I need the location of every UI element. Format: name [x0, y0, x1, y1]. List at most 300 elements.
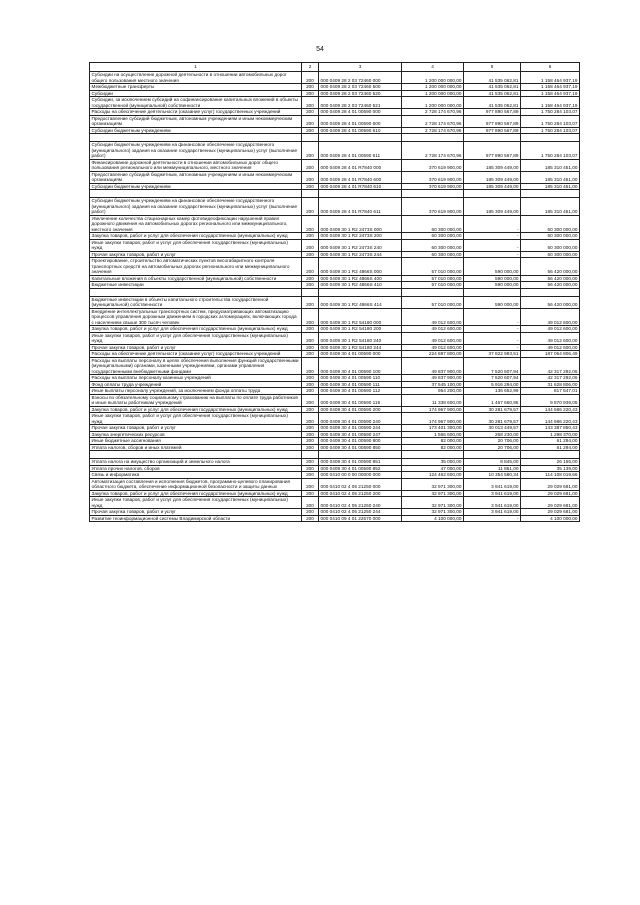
row-name: Внедрение интеллектуальных транспортных систем, предусматривающих автоматизацию процессов управления дорожным движением в городских агломерациях, включающих города с населением свыше 300 тысяч человек	[90, 308, 302, 326]
table-row	[90, 459, 580, 466]
row-assigned: 49 837 900,00	[402, 357, 464, 375]
row-remaining: 187 064 806,49	[521, 351, 580, 358]
row-assigned: 60 300 000,00	[402, 239, 464, 251]
row-code: 200	[302, 478, 319, 490]
row-remaining: 185 310 451,00	[521, 171, 580, 183]
spacer-row	[90, 288, 580, 296]
row-code: 200	[302, 381, 319, 388]
row-executed: 41 535 062,81	[464, 97, 521, 109]
row-name: Субсидии	[90, 90, 302, 97]
spacer-row	[90, 134, 580, 142]
row-assigned: 49 837 900,00	[402, 375, 464, 382]
spacer-cell	[302, 134, 319, 142]
spacer-cell	[464, 288, 521, 296]
row-assigned: 49 012 600,00	[402, 344, 464, 351]
row-remaining: 1 158 464 937,19	[521, 72, 580, 84]
row-remaining: 185 310 451,00	[521, 198, 580, 216]
row-code: 200	[302, 425, 319, 432]
row-code: 200	[302, 465, 319, 472]
row-kbk: 000 0409 30 4 01 00590 000	[319, 351, 402, 358]
table-row	[90, 198, 580, 216]
row-remaining: 42 317 292,06	[521, 375, 580, 382]
row-assigned: 35 000,00	[402, 459, 464, 466]
row-executed: -	[464, 332, 521, 344]
row-executed: -	[464, 215, 521, 233]
header-col-5: 5	[464, 63, 521, 72]
row-code: 200	[302, 344, 319, 351]
row-assigned: 1 200 000 000,00	[402, 90, 464, 97]
row-executed: 20 706,00	[464, 438, 521, 445]
row-remaining: 60 300 000,00	[521, 251, 580, 258]
row-assigned: 57 010 000,00	[402, 296, 464, 308]
row-kbk: 000 0410 02 4 05 21250 244	[319, 509, 402, 516]
row-assigned: 1 200 000 000,00	[402, 84, 464, 91]
table-row	[90, 388, 580, 395]
row-kbk: 000 0409 28 4 01 00590 600	[319, 115, 402, 127]
row-code: 200	[302, 296, 319, 308]
table-row	[90, 72, 580, 84]
row-executed: -	[464, 515, 521, 522]
row-kbk: 000 0409 28 2 03 72460 500	[319, 84, 402, 91]
spacer-cell	[319, 451, 402, 459]
row-executed: 977 890 567,89	[464, 109, 521, 116]
row-assigned: 11 338 600,00	[402, 394, 464, 406]
row-name: Автоматизация составления и исполнения бюджетов, программно-целевого планирования областного бюджета, обеспечение информационной безопасности и защиты данных	[90, 478, 302, 490]
row-name: Уплата налогов, сборов и иных платежей	[90, 444, 302, 451]
row-kbk: 000 0409 30 1 R2 54180 000	[319, 308, 402, 326]
row-executed: 41 535 062,81	[464, 90, 521, 97]
row-remaining: 26 155,00	[521, 459, 580, 466]
row-kbk: 000 0409 30 4 01 00590 111	[319, 381, 402, 388]
row-code: 200	[302, 351, 319, 358]
row-name: Бюджетные инвестиции	[90, 282, 302, 289]
row-code: 200	[302, 159, 319, 171]
row-kbk: 000 0409 30 4 01 00590 100	[319, 357, 402, 375]
row-kbk: 000 0410 02 4 05 21250 240	[319, 497, 402, 509]
spacer-cell	[521, 288, 580, 296]
row-kbk: 000 0410 09 4 01 22670 000	[319, 515, 402, 522]
row-kbk: 000 0409 30 4 01 00590 240	[319, 413, 402, 425]
row-assigned: 2 728 174 670,96	[402, 127, 464, 134]
row-kbk: 000 0409 28 4 01 00590 000	[319, 109, 402, 116]
row-name: Субсидии бюджетным учреждениям на финансовое обеспечение государственного (муниципального) задания на оказание государственных (муниципальных) услуг (выполнение работ)	[90, 198, 302, 216]
spacer-cell	[90, 134, 302, 142]
row-remaining: 56 420 000,00	[521, 275, 580, 282]
row-assigned: 124 462 600,00	[402, 472, 464, 479]
row-code: 200	[302, 215, 319, 233]
row-executed: 590 000,00	[464, 282, 521, 289]
header-col-1: 1	[90, 63, 302, 72]
row-kbk: 000 0409 30 4 01 00590 851	[319, 459, 402, 466]
table-row	[90, 215, 580, 233]
spacer-cell	[464, 451, 521, 459]
table-row	[90, 239, 580, 251]
row-executed: 10 354 580,34	[464, 472, 521, 479]
row-name: Закупка товаров, работ и услуг для обеспечения государственных (муниципальных) нужд	[90, 233, 302, 240]
row-name: Субсидии на осуществление дорожной деятельности в отношении автомобильных дорог общего пользования местного значения	[90, 72, 302, 84]
row-executed: 20 706,00	[464, 444, 521, 451]
row-assigned: 37 545 100,00	[402, 381, 464, 388]
spacer-cell	[90, 190, 302, 198]
table-row	[90, 413, 580, 425]
row-kbk: 000 0409 30 1 R2 54180 244	[319, 344, 402, 351]
row-code: 200	[302, 115, 319, 127]
row-remaining: 29 029 681,00	[521, 490, 580, 497]
row-kbk: 000 0409 30 1 R2 2473S 244	[319, 251, 402, 258]
spacer-cell	[90, 288, 302, 296]
table-row	[90, 109, 580, 116]
row-name: Иные бюджетные ассигнования	[90, 438, 302, 445]
row-executed: 8 845,00	[464, 459, 521, 466]
row-assigned: 57 010 000,00	[402, 275, 464, 282]
row-kbk: 000 0410 02 4 05 21250 200	[319, 490, 402, 497]
row-remaining: 1 750 284 103,07	[521, 142, 580, 160]
table-row	[90, 406, 580, 413]
table-row	[90, 357, 580, 375]
spacer-cell	[521, 190, 580, 198]
table-row	[90, 142, 580, 160]
row-remaining: 49 012 600,00	[521, 326, 580, 333]
spacer-cell	[302, 451, 319, 459]
row-code: 200	[302, 84, 319, 91]
row-remaining: 817 547,01	[521, 388, 580, 395]
table-row	[90, 431, 580, 438]
row-remaining: 4 100 000,00	[521, 515, 580, 522]
row-assigned: 49 012 600,00	[402, 326, 464, 333]
row-code: 200	[302, 275, 319, 282]
spacer-cell	[402, 288, 464, 296]
row-kbk: 000 0409 30 4 01 00590 852	[319, 465, 402, 472]
row-kbk: 000 0409 28 4 01 R7840 000	[319, 159, 402, 171]
row-assigned: 173 401 300,00	[402, 425, 464, 432]
table-row	[90, 425, 580, 432]
spacer-cell	[402, 451, 464, 459]
row-name: Закупка энергетических ресурсов	[90, 431, 302, 438]
table-row	[90, 171, 580, 183]
row-remaining: 60 300 000,00	[521, 239, 580, 251]
spacer-cell	[464, 134, 521, 142]
row-name: Прочая закупка товаров, работ и услуг	[90, 425, 302, 432]
row-remaining: 114 108 019,66	[521, 472, 580, 479]
row-code: 200	[302, 308, 319, 326]
row-remaining: 61 294,00	[521, 444, 580, 451]
row-assigned: 1 566 600,00	[402, 431, 464, 438]
row-assigned: 57 010 000,00	[402, 282, 464, 289]
row-kbk: 000 0409 30 4 01 00590 247	[319, 431, 402, 438]
row-name: Расходы на выплаты персоналу казенных учреждений	[90, 375, 302, 382]
row-kbk: 000 0409 28 4 01 R7840 611	[319, 198, 402, 216]
row-name: Развитие геоинформационной системы Владимирской области	[90, 515, 302, 522]
row-name: Бюджетные инвестиции в объекты капитального строительства государственной (муниципальной) собственности	[90, 296, 302, 308]
table-row	[90, 127, 580, 134]
row-executed: -	[464, 344, 521, 351]
row-remaining: 185 310 451,00	[521, 183, 580, 190]
header-col-6: 6	[521, 63, 580, 72]
row-assigned: 370 619 900,00	[402, 171, 464, 183]
row-code: 200	[302, 97, 319, 109]
table-row	[90, 308, 580, 326]
row-executed: -	[464, 326, 521, 333]
row-executed: 11 861,00	[464, 465, 521, 472]
row-remaining: 60 300 000,00	[521, 215, 580, 233]
row-remaining: 49 012 600,00	[521, 308, 580, 326]
row-kbk: 000 0409 28 2 03 72460 521	[319, 97, 402, 109]
row-assigned: 2 728 174 670,96	[402, 115, 464, 127]
row-code: 200	[302, 509, 319, 516]
row-assigned: 32 971 300,00	[402, 490, 464, 497]
row-assigned: 224 887 800,00	[402, 351, 464, 358]
row-remaining: 29 029 681,00	[521, 509, 580, 516]
row-assigned: 1 200 000 000,00	[402, 97, 464, 109]
row-code: 200	[302, 239, 319, 251]
row-name: Фонд оплаты труда учреждений	[90, 381, 302, 388]
row-executed: 977 890 567,89	[464, 142, 521, 160]
row-assigned: 49 012 600,00	[402, 308, 464, 326]
row-assigned: 57 010 000,00	[402, 258, 464, 276]
row-code: 200	[302, 198, 319, 216]
row-executed: 7 520 607,94	[464, 375, 521, 382]
row-code: 200	[302, 497, 319, 509]
row-remaining: 143 387 850,43	[521, 425, 580, 432]
row-assigned: 1 200 000 000,00	[402, 72, 464, 84]
row-executed: 30 281 679,57	[464, 406, 521, 413]
row-remaining: 42 317 292,06	[521, 357, 580, 375]
row-remaining: 1 298 370,00	[521, 431, 580, 438]
row-assigned: 60 300 000,00	[402, 215, 464, 233]
row-code: 200	[302, 109, 319, 116]
row-code: 200	[302, 515, 319, 522]
row-executed: 185 309 449,00	[464, 171, 521, 183]
table-row	[90, 258, 580, 276]
table-row	[90, 183, 580, 190]
row-executed: 185 309 449,00	[464, 183, 521, 190]
row-name: Иные закупки товаров, работ и услуг для обеспечения государственных (муниципальных) нужд	[90, 413, 302, 425]
row-assigned: 60 300 000,00	[402, 251, 464, 258]
row-kbk: 000 0409 30 1 R2 2473S 200	[319, 233, 402, 240]
table-row	[90, 515, 580, 522]
row-executed: 1 467 660,95	[464, 394, 521, 406]
row-kbk: 000 0409 30 1 R2 2473S 240	[319, 239, 402, 251]
row-kbk: 000 0409 30 1 R2 4866S 410	[319, 282, 402, 289]
row-executed: 590 000,00	[464, 258, 521, 276]
row-assigned: 2 728 174 670,96	[402, 109, 464, 116]
table-row	[90, 332, 580, 344]
row-executed: 37 822 993,51	[464, 351, 521, 358]
table-row	[90, 296, 580, 308]
budget-execution-table	[89, 62, 580, 522]
table-row	[90, 159, 580, 171]
row-assigned: 49 012 600,00	[402, 332, 464, 344]
row-remaining: 1 158 464 937,19	[521, 97, 580, 109]
row-name: Взносы по обязательному социальному страхованию на выплаты по оплате труда работников и иные выплаты работникам учреждений	[90, 394, 302, 406]
row-assigned: 32 971 300,00	[402, 497, 464, 509]
row-code: 200	[302, 375, 319, 382]
header-col-3: 3	[319, 63, 402, 72]
row-name: Предоставление субсидий бюджетным, автономным учреждениям и иным некоммерческим организациям	[90, 171, 302, 183]
row-code: 200	[302, 490, 319, 497]
spacer-row	[90, 451, 580, 459]
spacer-cell	[521, 451, 580, 459]
row-name: Увеличение количества стационарных камер фотовидеофиксации нарушений правил дорожного движения на автомобильных дорогах регионального или межмуниципального, местного значения	[90, 215, 302, 233]
row-code: 200	[302, 388, 319, 395]
row-name: Субсидии, за исключением субсидий на софинансирование капитальных вложений в объекты государственной (муниципальной) собственности	[90, 97, 302, 109]
row-remaining: 49 012 600,00	[521, 332, 580, 344]
row-remaining: 60 300 000,00	[521, 233, 580, 240]
row-remaining: 31 628 806,00	[521, 381, 580, 388]
row-remaining: 1 750 284 103,07	[521, 109, 580, 116]
row-code: 200	[302, 233, 319, 240]
row-kbk: 000 0410 00 0 00 00000 000	[319, 472, 402, 479]
row-kbk: 000 0409 30 4 01 00590 850	[319, 444, 402, 451]
row-remaining: 56 420 000,00	[521, 296, 580, 308]
table-row	[90, 275, 580, 282]
row-executed: 136 652,99	[464, 388, 521, 395]
header-col-4: 4	[402, 63, 464, 72]
row-remaining: 185 310 451,00	[521, 159, 580, 171]
row-executed: 5 916 294,00	[464, 381, 521, 388]
row-name: Иные закупки товаров, работ и услуг для обеспечения государственных (муниципальных) нужд	[90, 239, 302, 251]
row-name: Расходы на выплаты персоналу в целях обеспечения выполнения функций государственными (муниципальными) органами, казенными учреждениями, органами управления государственными внебюджетными фондами	[90, 357, 302, 375]
row-kbk: 000 0409 30 1 R2 54180 240	[319, 332, 402, 344]
row-name: Иные закупки товаров, работ и услуг для обеспечения государственных (муниципальных) нужд	[90, 332, 302, 344]
row-name: Межбюджетные трансферты	[90, 84, 302, 91]
row-code: 200	[302, 72, 319, 84]
table-row	[90, 394, 580, 406]
spacer-cell	[319, 288, 402, 296]
row-executed: 30 281 679,57	[464, 413, 521, 425]
row-executed: 977 890 567,89	[464, 115, 521, 127]
row-kbk: 000 0409 30 4 01 00590 244	[319, 425, 402, 432]
spacer-row	[90, 190, 580, 198]
row-executed: 30 013 449,57	[464, 425, 521, 432]
row-assigned: 60 300 000,00	[402, 233, 464, 240]
row-remaining: 29 029 681,00	[521, 478, 580, 490]
row-executed: -	[464, 308, 521, 326]
row-kbk: 000 0409 28 4 01 R7840 610	[319, 183, 402, 190]
row-code: 200	[302, 406, 319, 413]
row-executed: 3 941 619,00	[464, 497, 521, 509]
row-name: Иные закупки товаров, работ и услуг для обеспечения государственных (муниципальных) нужд	[90, 497, 302, 509]
row-kbk: 000 0409 30 4 01 00590 200	[319, 406, 402, 413]
row-assigned: 370 619 900,00	[402, 183, 464, 190]
row-assigned: 32 971 300,00	[402, 478, 464, 490]
row-code: 200	[302, 394, 319, 406]
table-row	[90, 97, 580, 109]
row-name: Проектирование, строительство автоматических пунктов весогабаритного контроля транспортных средств на автомобильных дорогах регионального или межмуниципального значения	[90, 258, 302, 276]
row-executed: 268 230,00	[464, 431, 521, 438]
row-executed: 590 000,00	[464, 275, 521, 282]
row-kbk: 000 0409 28 2 03 72460 520	[319, 90, 402, 97]
table-row	[90, 509, 580, 516]
row-executed: 3 941 619,00	[464, 509, 521, 516]
row-executed: 185 309 449,00	[464, 159, 521, 171]
table-row	[90, 490, 580, 497]
row-executed: 41 535 062,81	[464, 84, 521, 91]
row-name: Закупка товаров, работ и услуг для обеспечения государственных (муниципальных) нужд	[90, 490, 302, 497]
row-name: Закупка товаров, работ и услуг для обеспечения государственных (муниципальных) нужд	[90, 406, 302, 413]
row-remaining: 144 686 220,43	[521, 406, 580, 413]
row-remaining: 9 870 939,05	[521, 394, 580, 406]
row-executed: 7 520 607,94	[464, 357, 521, 375]
row-remaining: 144 686 220,43	[521, 413, 580, 425]
row-name: Уплата налога на имущество организаций и земельного налога	[90, 459, 302, 466]
row-executed: 3 941 619,00	[464, 478, 521, 490]
row-kbk: 000 0409 30 4 01 00590 800	[319, 438, 402, 445]
row-executed: 590 000,00	[464, 296, 521, 308]
row-name: Прочая закупка товаров, работ и услуг	[90, 251, 302, 258]
row-code: 200	[302, 459, 319, 466]
table-row	[90, 115, 580, 127]
spacer-cell	[464, 190, 521, 198]
spacer-cell	[302, 288, 319, 296]
row-remaining: 1 750 284 103,07	[521, 127, 580, 134]
row-remaining: 1 158 464 937,19	[521, 84, 580, 91]
row-name: Предоставление субсидий бюджетным, автономным учреждениям и иным некоммерческим организациям	[90, 115, 302, 127]
row-remaining: 35 139,00	[521, 465, 580, 472]
spacer-cell	[319, 134, 402, 142]
spacer-cell	[402, 190, 464, 198]
row-code: 200	[302, 332, 319, 344]
row-kbk: 000 0409 28 2 03 72460 000	[319, 72, 402, 84]
row-code: 200	[302, 127, 319, 134]
row-assigned: 82 000,00	[402, 444, 464, 451]
spacer-cell	[302, 190, 319, 198]
row-name: Иные выплаты персоналу учреждений, за исключением фонда оплаты труда	[90, 388, 302, 395]
row-assigned: 954 200,00	[402, 388, 464, 395]
row-name: Уплата прочих налогов, сборов	[90, 465, 302, 472]
row-name: Прочая закупка товаров, работ и услуг	[90, 344, 302, 351]
table-header-row	[90, 63, 580, 72]
row-executed: 185 309 449,00	[464, 198, 521, 216]
row-name: Расходы на обеспечение деятельности (оказание услуг) государственных учреждений	[90, 351, 302, 358]
row-kbk: 000 0409 30 4 01 00590 112	[319, 388, 402, 395]
row-remaining: 56 420 000,00	[521, 282, 580, 289]
row-code: 200	[302, 171, 319, 183]
table-row	[90, 478, 580, 490]
row-code: 200	[302, 438, 319, 445]
row-executed: -	[464, 233, 521, 240]
row-assigned: 47 000,00	[402, 465, 464, 472]
row-assigned: 82 000,00	[402, 438, 464, 445]
table-row	[90, 375, 580, 382]
row-assigned: 4 100 000,00	[402, 515, 464, 522]
row-name: Субсидии бюджетным учреждениям	[90, 127, 302, 134]
spacer-cell	[90, 451, 302, 459]
spacer-cell	[319, 190, 402, 198]
row-code: 200	[302, 413, 319, 425]
row-kbk: 000 0409 30 1 R2 4866S 400	[319, 275, 402, 282]
row-executed: 41 535 062,81	[464, 72, 521, 84]
table-row	[90, 497, 580, 509]
row-code: 200	[302, 431, 319, 438]
row-remaining: 49 012 600,00	[521, 344, 580, 351]
row-assigned: 370 619 900,00	[402, 198, 464, 216]
header-col-2: 2	[302, 63, 319, 72]
row-code: 200	[302, 90, 319, 97]
row-code: 200	[302, 282, 319, 289]
row-executed: -	[464, 251, 521, 258]
row-name: Прочая закупка товаров, работ и услуг	[90, 509, 302, 516]
row-name: Субсидии бюджетным учреждениям	[90, 183, 302, 190]
row-kbk: 000 0409 28 4 01 00590 611	[319, 142, 402, 160]
row-name: Расходы на обеспечение деятельности (оказание услуг) государственных учреждений	[90, 109, 302, 116]
row-remaining: 56 420 000,00	[521, 258, 580, 276]
row-remaining: 61 294,00	[521, 438, 580, 445]
row-name: Связь и информатика	[90, 472, 302, 479]
row-kbk: 000 0410 02 4 05 21250 000	[319, 478, 402, 490]
row-code: 200	[302, 142, 319, 160]
spacer-cell	[402, 134, 464, 142]
